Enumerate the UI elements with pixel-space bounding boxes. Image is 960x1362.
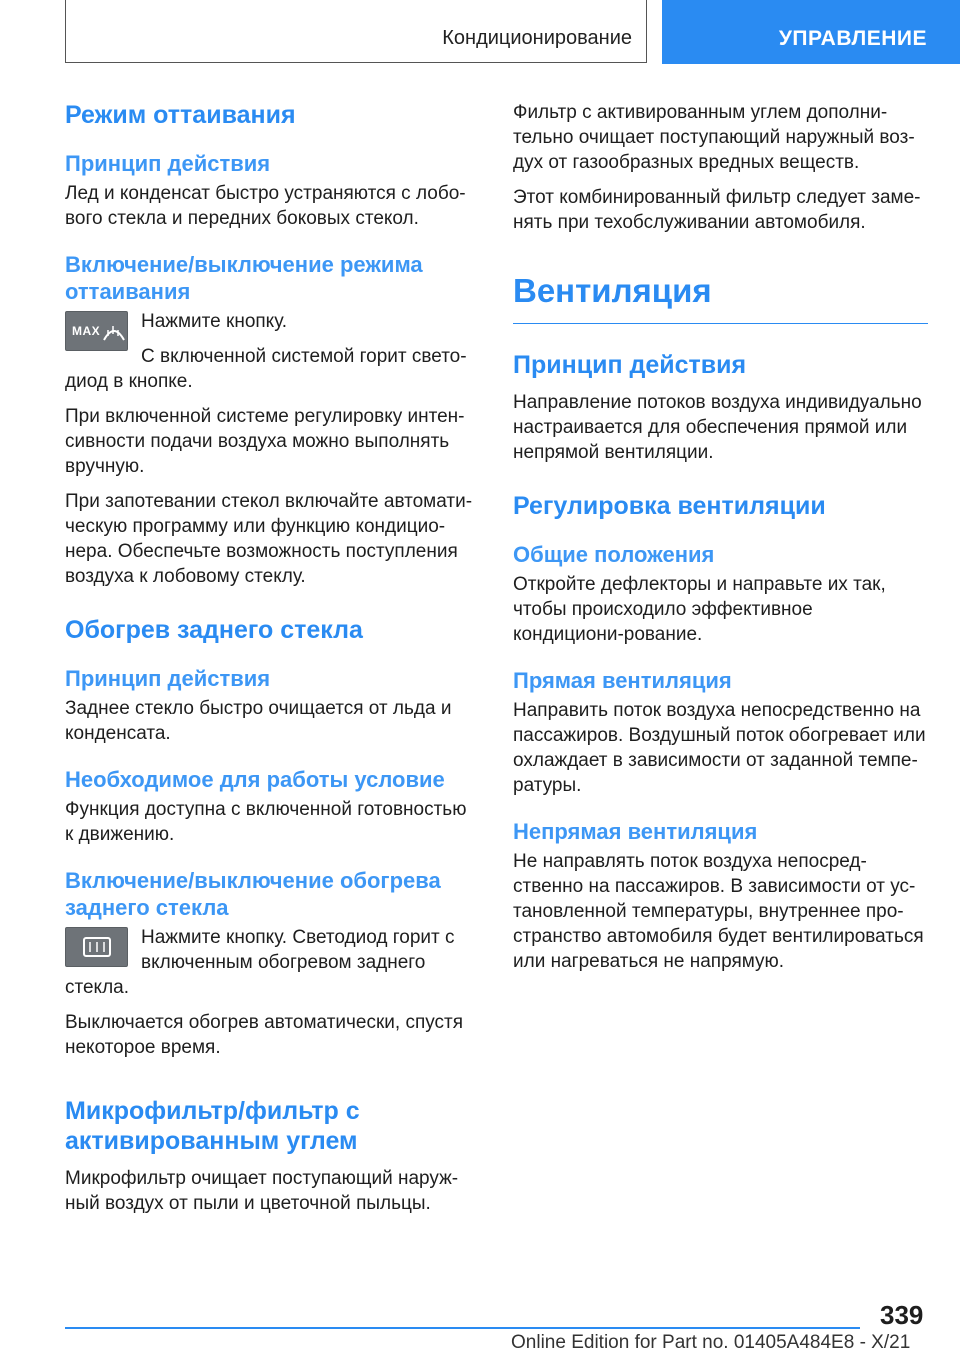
rear-heating-title: Обогрев заднего стекла bbox=[65, 616, 363, 644]
indirect-vent-title: Непрямая вентиляция bbox=[513, 819, 758, 844]
rear-defrost-icon bbox=[65, 927, 128, 967]
vent-principle-text: Направление потоков воздуха индивидуально настраивается для обеспечения прямой или непрямой вентиляции. bbox=[513, 392, 922, 463]
vent-principle-title: Принцип действия bbox=[513, 351, 747, 379]
defrost-press-text: Нажмите кнопку. bbox=[141, 311, 288, 332]
vent-adjust-title: Регулировка вентиляции bbox=[513, 492, 826, 520]
direct-vent-title: Прямая вентиляция bbox=[513, 668, 732, 693]
defrost-manual-text: При включенной системе регулировку интен-сивности подачи воздуха можно выполнять вручную. bbox=[65, 406, 465, 477]
filter-text-1: Фильтр с активированным углем дополни-тельно очищает поступающий наружный воз-дух от газообразных вредных веществ. bbox=[513, 102, 915, 173]
defrost-onoff-title: Включение/выключение режима оттаивания bbox=[65, 252, 423, 304]
defrost-button-row bbox=[65, 309, 475, 394]
header-chapter-box bbox=[65, 0, 647, 63]
defrost-fog-text: При запотевании стекол включайте автомати-ческую программу или функцию кондицио-нера. Обеспечьте возможность поступления воздуха к лобовому стеклу. bbox=[65, 491, 473, 587]
general-text: Откройте дефлекторы и направьте их так, чтобы происходило эффективное кондициони-рование. bbox=[513, 574, 886, 645]
rear-principle-title: Принцип действия bbox=[65, 666, 271, 691]
principle-text: Лед и конденсат быстро устраняются с лобо-вого стекла и передних боковых стекол. bbox=[65, 183, 466, 229]
microfilter-text: Микрофильтр очищает поступающий наруж-ный воздух от пыли и цветочной пыльцы. bbox=[65, 1168, 459, 1214]
condition-title: Необходимое для работы условие bbox=[65, 767, 445, 792]
indirect-vent-text: Не направлять поток воздуха непосред-ственно на пассажиров. В зависимости от ус-тановленной температуры, внутреннее про-странство автомобиля будет вентилироваться или нагреваться не напрямую. bbox=[513, 851, 924, 972]
microfilter-title: Микрофильтр/фильтр с активированным углем bbox=[65, 1097, 360, 1155]
direct-vent-text: Направить поток воздуха непосредственно на пассажиров. Воздушный поток обогревает или охлаждает в зависимости от заданной темпе-ратуры. bbox=[513, 700, 926, 796]
footer-edition: Online Edition for Part no. 01405A484E8 - X/21 bbox=[511, 1332, 911, 1353]
rear-button-row bbox=[65, 925, 475, 1000]
rear-onoff-title: Включение/выключение обогрева заднего стекла bbox=[65, 868, 441, 920]
rear-press-text: Нажмите кнопку. Светодиод горит с включенным обогревом заднего стекла. bbox=[65, 927, 455, 998]
header-chapter: Кондиционирование bbox=[442, 27, 632, 49]
footer-divider bbox=[65, 1327, 860, 1329]
page-number: 339 bbox=[880, 1300, 924, 1330]
defrost-max-icon bbox=[65, 311, 128, 351]
defrost-title: Режим оттаивания bbox=[65, 101, 296, 129]
rear-auto-text: Выключается обогрев автоматически, спустя некоторое время. bbox=[65, 1012, 464, 1058]
defrost-max-label: MAX bbox=[72, 324, 101, 338]
right-column bbox=[513, 100, 928, 984]
left-column bbox=[65, 100, 475, 1226]
header-section: УПРАВЛЕНИЕ bbox=[778, 27, 927, 50]
principle-title: Принцип действия bbox=[65, 151, 271, 176]
ventilation-title: Вентиляция bbox=[513, 271, 928, 324]
defrost-led-text: С включенной системой горит свето-диод в кнопке. bbox=[65, 346, 467, 392]
header-section-tab bbox=[662, 0, 960, 64]
filter-text-2: Этот комбинированный фильтр следует заме-нять при техобслуживании автомобиля. bbox=[513, 187, 921, 233]
general-title: Общие положения bbox=[513, 542, 715, 567]
rear-principle-text: Заднее стекло быстро очищается от льда и конденсата. bbox=[65, 698, 452, 744]
condition-text: Функция доступна с включенной готовностью к движению. bbox=[65, 799, 467, 845]
